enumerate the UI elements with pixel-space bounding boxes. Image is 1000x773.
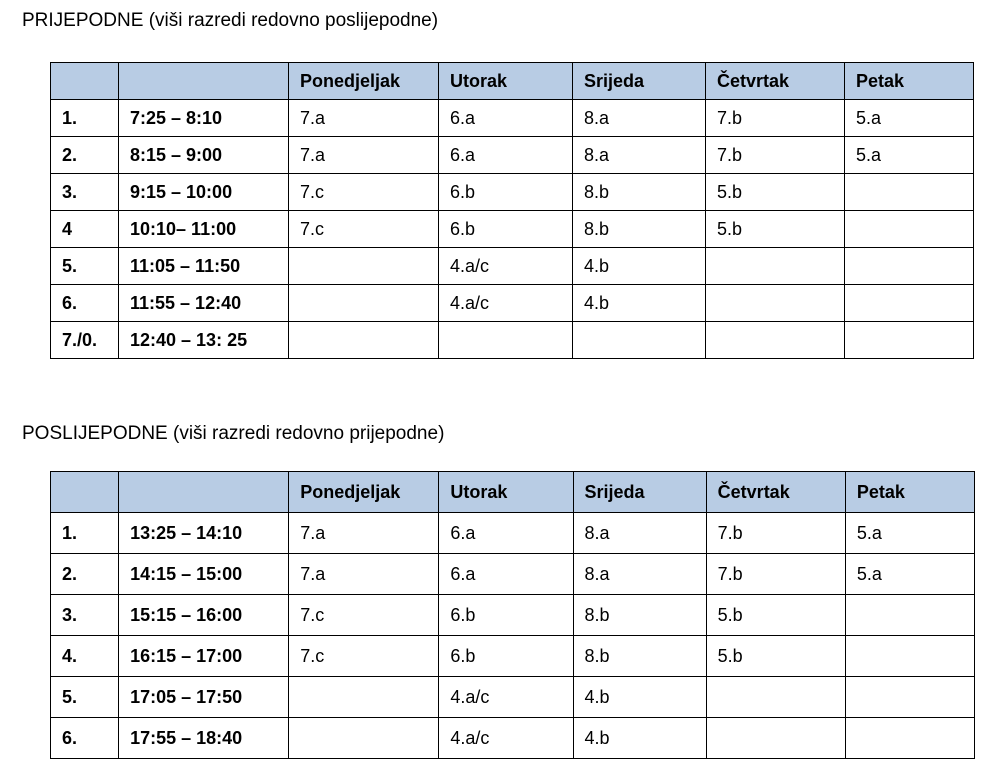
morning-schedule-title: PRIJEPODNE (viši razredi redovno poslijepodne): [22, 10, 439, 31]
cell-thursday: 5.b: [706, 636, 845, 677]
cell-period-number: 2.: [51, 554, 119, 595]
cell-thursday: [706, 248, 845, 285]
cell-thursday: 5.b: [706, 211, 845, 248]
cell-monday: 7.c: [289, 211, 439, 248]
header-friday: Petak: [845, 63, 974, 100]
afternoon-schedule-title: POSLIJEPODNE (viši razredi redovno prijepodne): [22, 423, 445, 444]
cell-period-number: 1.: [51, 513, 119, 554]
cell-time-slot: 11:05 – 11:50: [119, 248, 289, 285]
cell-tuesday: 6.b: [439, 636, 573, 677]
cell-thursday: 5.b: [706, 174, 845, 211]
cell-period-number: 5.: [51, 677, 119, 718]
cell-thursday: [706, 285, 845, 322]
cell-friday: [845, 248, 974, 285]
cell-monday: 7.a: [289, 137, 439, 174]
header-wednesday: Srijeda: [573, 63, 706, 100]
cell-monday: 7.c: [289, 595, 439, 636]
header-period-number: [51, 472, 119, 513]
table-row: [51, 137, 974, 174]
cell-wednesday: 8.a: [573, 554, 706, 595]
header-wednesday: Srijeda: [573, 472, 706, 513]
cell-tuesday: 4.a/c: [439, 285, 573, 322]
table-row: [51, 595, 975, 636]
cell-wednesday: 8.a: [573, 513, 706, 554]
cell-tuesday: 6.a: [439, 554, 573, 595]
cell-wednesday: 4.b: [573, 677, 706, 718]
cell-monday: [289, 677, 439, 718]
cell-period-number: 3.: [51, 174, 119, 211]
cell-friday: 5.a: [845, 137, 974, 174]
cell-tuesday: 6.b: [439, 595, 573, 636]
cell-tuesday: 6.a: [439, 100, 573, 137]
cell-time-slot: 15:15 – 16:00: [119, 595, 289, 636]
cell-monday: 7.a: [289, 100, 439, 137]
cell-wednesday: 8.b: [573, 211, 706, 248]
cell-period-number: 6.: [51, 285, 119, 322]
cell-thursday: 5.b: [706, 595, 845, 636]
table-row: [51, 211, 974, 248]
cell-time-slot: 11:55 – 12:40: [119, 285, 289, 322]
cell-time-slot: 9:15 – 10:00: [119, 174, 289, 211]
header-period-number: [51, 63, 119, 100]
header-thursday: Četvrtak: [706, 472, 845, 513]
cell-period-number: 5.: [51, 248, 119, 285]
cell-period-number: 3.: [51, 595, 119, 636]
header-time-slot: [119, 472, 289, 513]
cell-monday: [289, 248, 439, 285]
cell-time-slot: 16:15 – 17:00: [119, 636, 289, 677]
cell-thursday: 7.b: [706, 100, 845, 137]
cell-friday: [845, 211, 974, 248]
cell-tuesday: 6.b: [439, 174, 573, 211]
cell-thursday: [706, 718, 845, 759]
cell-period-number: 1.: [51, 100, 119, 137]
cell-tuesday: 4.a/c: [439, 718, 573, 759]
table-row: [51, 100, 974, 137]
table-row: [51, 718, 975, 759]
cell-wednesday: 4.b: [573, 248, 706, 285]
cell-monday: [289, 322, 439, 359]
cell-friday: 5.a: [845, 100, 974, 137]
cell-period-number: 4.: [51, 636, 119, 677]
cell-friday: 5.a: [845, 513, 974, 554]
cell-thursday: [706, 322, 845, 359]
cell-tuesday: 4.a/c: [439, 248, 573, 285]
cell-tuesday: 6.a: [439, 137, 573, 174]
header-tuesday: Utorak: [439, 63, 573, 100]
table-row: [51, 513, 975, 554]
cell-wednesday: [573, 322, 706, 359]
cell-time-slot: 14:15 – 15:00: [119, 554, 289, 595]
cell-time-slot: 17:55 – 18:40: [119, 718, 289, 759]
cell-thursday: [706, 677, 845, 718]
cell-thursday: 7.b: [706, 513, 845, 554]
header-monday: Ponedjeljak: [289, 63, 439, 100]
cell-friday: [845, 718, 974, 759]
table-row: [51, 248, 974, 285]
cell-wednesday: 8.b: [573, 636, 706, 677]
table-row: [51, 636, 975, 677]
table-row: [51, 677, 975, 718]
cell-period-number: 4: [51, 211, 119, 248]
cell-period-number: 6.: [51, 718, 119, 759]
cell-wednesday: 4.b: [573, 285, 706, 322]
cell-time-slot: 7:25 – 8:10: [119, 100, 289, 137]
cell-time-slot: 13:25 – 14:10: [119, 513, 289, 554]
cell-friday: 5.a: [845, 554, 974, 595]
cell-friday: [845, 595, 974, 636]
cell-tuesday: 4.a/c: [439, 677, 573, 718]
cell-monday: 7.a: [289, 554, 439, 595]
cell-wednesday: 4.b: [573, 718, 706, 759]
cell-friday: [845, 677, 974, 718]
cell-period-number: 7./0.: [51, 322, 119, 359]
table-row: [51, 554, 975, 595]
cell-period-number: 2.: [51, 137, 119, 174]
cell-friday: [845, 636, 974, 677]
header-thursday: Četvrtak: [706, 63, 845, 100]
table-header-row: [51, 63, 974, 100]
table-header-row: [51, 472, 975, 513]
table-row: [51, 174, 974, 211]
cell-tuesday: 6.a: [439, 513, 573, 554]
header-time-slot: [119, 63, 289, 100]
table-row: [51, 285, 974, 322]
cell-wednesday: 8.b: [573, 174, 706, 211]
cell-wednesday: 8.a: [573, 137, 706, 174]
cell-monday: 7.c: [289, 174, 439, 211]
cell-friday: [845, 174, 974, 211]
cell-thursday: 7.b: [706, 554, 845, 595]
cell-wednesday: 8.b: [573, 595, 706, 636]
cell-friday: [845, 285, 974, 322]
cell-friday: [845, 322, 974, 359]
cell-time-slot: 17:05 – 17:50: [119, 677, 289, 718]
cell-time-slot: 8:15 – 9:00: [119, 137, 289, 174]
cell-time-slot: 12:40 – 13: 25: [119, 322, 289, 359]
cell-tuesday: [439, 322, 573, 359]
cell-monday: 7.c: [289, 636, 439, 677]
cell-time-slot: 10:10– 11:00: [119, 211, 289, 248]
cell-monday: [289, 285, 439, 322]
afternoon-schedule-table: [50, 471, 975, 759]
morning-schedule-table: [50, 62, 974, 359]
header-tuesday: Utorak: [439, 472, 573, 513]
header-friday: Petak: [845, 472, 974, 513]
cell-tuesday: 6.b: [439, 211, 573, 248]
cell-monday: [289, 718, 439, 759]
cell-thursday: 7.b: [706, 137, 845, 174]
header-monday: Ponedjeljak: [289, 472, 439, 513]
cell-wednesday: 8.a: [573, 100, 706, 137]
table-row: [51, 322, 974, 359]
cell-monday: 7.a: [289, 513, 439, 554]
